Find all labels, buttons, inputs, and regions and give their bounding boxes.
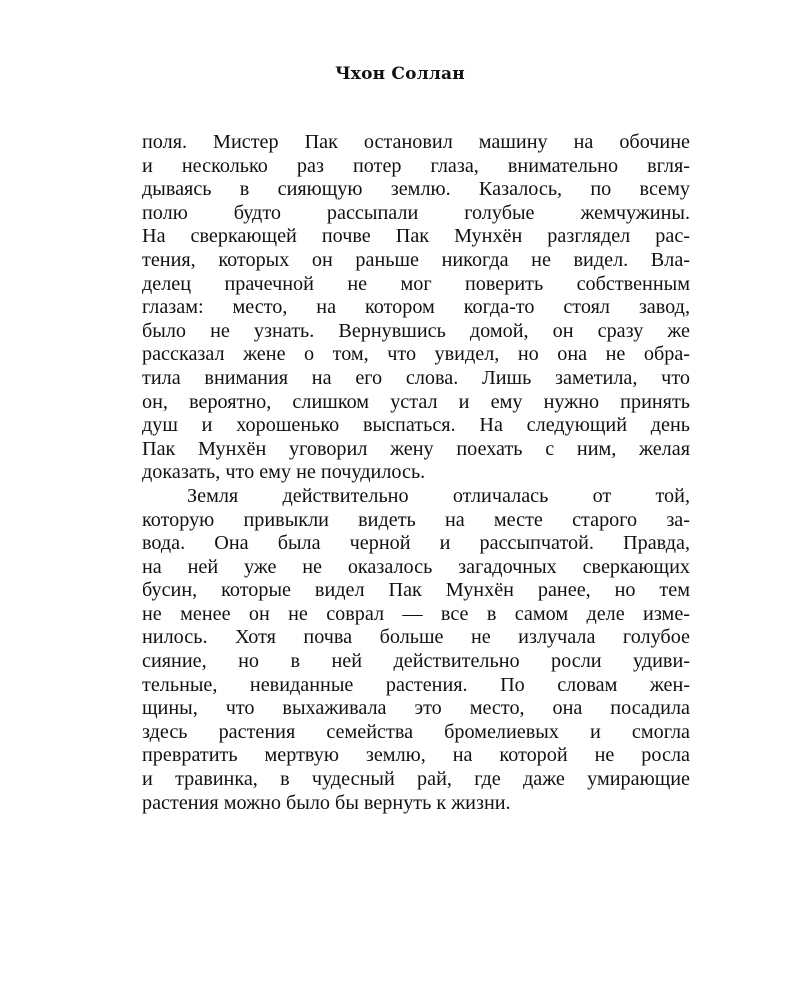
- text-line: и несколько раз потер глаза, внимательно вгля-: [142, 154, 690, 177]
- text-line: тения, которых он раньше никогда не видел. Вла-: [142, 248, 690, 271]
- text-line: тельные, невиданные растения. По словам жен-: [142, 673, 690, 696]
- text-line: растения можно было бы вернуть к жизни.: [142, 791, 511, 814]
- text-line: дываясь в сияющую землю. Казалось, по всему: [142, 178, 690, 201]
- text-line: было не узнать. Вернувшись домой, он сразу же: [142, 319, 690, 342]
- text-line: душ и хорошенько выспаться. На следующий день: [142, 414, 690, 437]
- text-line: на ней уже не оказалось загадочных сверкающих: [142, 555, 690, 578]
- text-line: которую привыкли видеть на месте старого за-: [142, 508, 690, 531]
- text-line: он, вероятно, слишком устал и ему нужно принять: [142, 390, 690, 413]
- body-text: [142, 131, 690, 815]
- text-line: и травинка, в чудесный рай, где даже умирающие: [142, 768, 690, 791]
- text-line: вода. Она была черной и рассыпчатой. Правда,: [142, 532, 690, 555]
- text-line: щины, что выхаживала это место, она посадила: [142, 697, 690, 720]
- paragraph-2: [142, 485, 690, 815]
- text-line: полю будто рассыпали голубые жемчужины.: [142, 201, 690, 224]
- text-line: здесь растения семейства бромелиевых и смогла: [142, 720, 690, 743]
- text-line: глазам: место, на котором когда-то стоял завод,: [142, 296, 690, 319]
- text-line: не менее он не соврал — все в самом деле изме-: [142, 602, 690, 625]
- text-line: делец прачечной не мог поверить собственным: [142, 272, 690, 295]
- text-line: На сверкающей почве Пак Мунхён разглядел рас-: [142, 225, 690, 248]
- text-line: нилось. Хотя почва больше не излучала голубое: [142, 626, 690, 649]
- text-line: тила внимания на его слова. Лишь заметила, что: [142, 366, 690, 389]
- running-head-author: Чхон Соллан: [335, 64, 465, 84]
- text-line: доказать, что ему не почудилось.: [142, 461, 426, 484]
- text-line: сияние, но в ней действительно росли удиви-: [142, 650, 690, 673]
- text-line: поля. Мистер Пак остановил машину на обочине: [142, 131, 690, 153]
- paragraph-1: [142, 131, 690, 485]
- text-line: превратить мертвую землю, на которой не росла: [142, 744, 690, 767]
- text-line: Земля действительно отличалась от той,: [187, 484, 690, 507]
- text-line: рассказал жене о том, что увидел, но она не обра-: [142, 343, 690, 366]
- text-line: бусин, которые видел Пак Мунхён ранее, но тем: [142, 579, 690, 602]
- text-line: Пак Мунхён уговорил жену поехать с ним, желая: [142, 437, 690, 460]
